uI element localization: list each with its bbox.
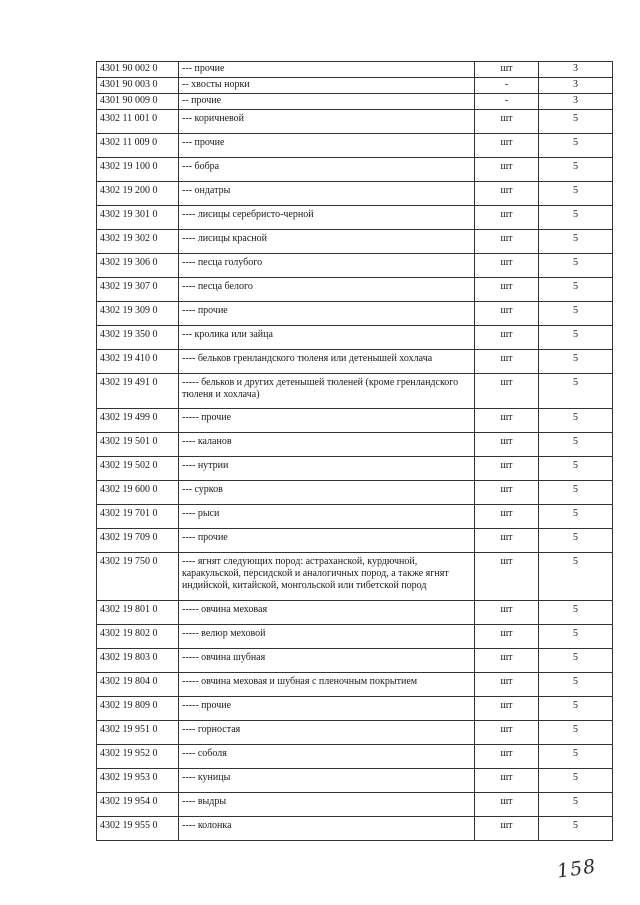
unit-cell: шт <box>475 505 539 529</box>
table-row <box>97 745 613 769</box>
table-row <box>97 529 613 553</box>
rate-cell: 5 <box>539 158 613 182</box>
table-row <box>97 505 613 529</box>
description-cell: ----- велюр меховой <box>179 625 475 649</box>
unit-cell: - <box>475 78 539 94</box>
table-row <box>97 817 613 841</box>
rate-cell: 5 <box>539 374 613 409</box>
table-row <box>97 673 613 697</box>
description-cell: ----- овчина меховая <box>179 601 475 625</box>
code-cell: 4302 19 750 0 <box>97 553 179 601</box>
code-cell: 4302 19 701 0 <box>97 505 179 529</box>
table-row <box>97 182 613 206</box>
code-cell: 4302 19 600 0 <box>97 481 179 505</box>
code-cell: 4302 19 301 0 <box>97 206 179 230</box>
code-cell: 4301 90 009 0 <box>97 94 179 110</box>
description-cell: --- бобра <box>179 158 475 182</box>
unit-cell: шт <box>475 62 539 78</box>
rate-cell: 3 <box>539 94 613 110</box>
table-row <box>97 158 613 182</box>
unit-cell: шт <box>475 134 539 158</box>
rate-cell: 5 <box>539 230 613 254</box>
table-row <box>97 350 613 374</box>
unit-cell: шт <box>475 769 539 793</box>
rate-cell: 5 <box>539 529 613 553</box>
unit-cell: шт <box>475 278 539 302</box>
code-cell: 4302 19 499 0 <box>97 409 179 433</box>
unit-cell: шт <box>475 182 539 206</box>
table-row <box>97 78 613 94</box>
unit-cell: шт <box>475 230 539 254</box>
description-cell: ----- овчина шубная <box>179 649 475 673</box>
code-cell: 4302 19 502 0 <box>97 457 179 481</box>
unit-cell: шт <box>475 158 539 182</box>
description-cell: ---- прочие <box>179 529 475 553</box>
rate-cell: 5 <box>539 481 613 505</box>
table-row <box>97 278 613 302</box>
description-cell: ---- горностая <box>179 721 475 745</box>
code-cell: 4302 19 306 0 <box>97 254 179 278</box>
unit-cell: шт <box>475 302 539 326</box>
unit-cell: шт <box>475 625 539 649</box>
rate-cell: 5 <box>539 769 613 793</box>
description-cell: --- ондатры <box>179 182 475 206</box>
unit-cell: шт <box>475 529 539 553</box>
description-cell: ---- рыси <box>179 505 475 529</box>
code-cell: 4302 19 709 0 <box>97 529 179 553</box>
unit-cell: шт <box>475 697 539 721</box>
code-cell: 4302 19 410 0 <box>97 350 179 374</box>
description-cell: ---- ягнят следующих пород: астраханской, курдючной, каракульской, персидской и аналогичных пород, а также ягнят индийской, китайской, монгольской или тибетской пород <box>179 553 475 601</box>
code-cell: 4302 19 491 0 <box>97 374 179 409</box>
unit-cell: шт <box>475 649 539 673</box>
code-cell: 4302 19 307 0 <box>97 278 179 302</box>
unit-cell: шт <box>475 481 539 505</box>
table-row <box>97 94 613 110</box>
code-cell: 4301 90 002 0 <box>97 62 179 78</box>
rate-cell: 5 <box>539 649 613 673</box>
description-cell: ---- нутрии <box>179 457 475 481</box>
table-row <box>97 649 613 673</box>
code-cell: 4302 19 200 0 <box>97 182 179 206</box>
table-row <box>97 769 613 793</box>
code-cell: 4302 19 953 0 <box>97 769 179 793</box>
rate-cell: 5 <box>539 601 613 625</box>
table-row <box>97 457 613 481</box>
table-row <box>97 230 613 254</box>
code-cell: 4302 19 100 0 <box>97 158 179 182</box>
description-cell: --- коричневой <box>179 110 475 134</box>
handwritten-page-number: 158 <box>555 855 598 883</box>
unit-cell: шт <box>475 110 539 134</box>
description-cell: ----- прочие <box>179 697 475 721</box>
table-row <box>97 62 613 78</box>
unit-cell: шт <box>475 350 539 374</box>
unit-cell: шт <box>475 793 539 817</box>
rate-cell: 5 <box>539 206 613 230</box>
rate-cell: 3 <box>539 62 613 78</box>
table-row <box>97 409 613 433</box>
code-cell: 4301 90 003 0 <box>97 78 179 94</box>
code-cell: 4302 19 501 0 <box>97 433 179 457</box>
table-row <box>97 326 613 350</box>
table-row <box>97 254 613 278</box>
unit-cell: шт <box>475 553 539 601</box>
table-row <box>97 793 613 817</box>
rate-cell: 5 <box>539 625 613 649</box>
code-cell: 4302 11 009 0 <box>97 134 179 158</box>
rate-cell: 5 <box>539 697 613 721</box>
table-row <box>97 206 613 230</box>
unit-cell: - <box>475 94 539 110</box>
description-cell: ---- лисицы серебристо-черной <box>179 206 475 230</box>
description-cell: --- кролика или зайца <box>179 326 475 350</box>
code-cell: 4302 19 952 0 <box>97 745 179 769</box>
table-row <box>97 481 613 505</box>
table-row <box>97 625 613 649</box>
code-cell: 4302 19 803 0 <box>97 649 179 673</box>
code-cell: 4302 19 954 0 <box>97 793 179 817</box>
rate-cell: 5 <box>539 553 613 601</box>
description-cell: --- прочие <box>179 62 475 78</box>
description-cell: ---- колонка <box>179 817 475 841</box>
description-cell: ---- прочие <box>179 302 475 326</box>
rate-cell: 5 <box>539 673 613 697</box>
rate-cell: 5 <box>539 350 613 374</box>
rate-cell: 5 <box>539 505 613 529</box>
rate-cell: 5 <box>539 134 613 158</box>
rate-cell: 5 <box>539 110 613 134</box>
description-cell: ----- овчина меховая и шубная с пленочным покрытием <box>179 673 475 697</box>
table-row <box>97 721 613 745</box>
description-cell: ----- бельков и других детенышей тюленей (кроме гренландского тюленя и хохлача) <box>179 374 475 409</box>
code-cell: 4302 19 809 0 <box>97 697 179 721</box>
unit-cell: шт <box>475 673 539 697</box>
description-cell: ---- лисицы красной <box>179 230 475 254</box>
code-cell: 4302 19 302 0 <box>97 230 179 254</box>
rate-cell: 5 <box>539 254 613 278</box>
description-cell: ---- соболя <box>179 745 475 769</box>
rate-cell: 5 <box>539 326 613 350</box>
description-cell: ---- куницы <box>179 769 475 793</box>
code-cell: 4302 19 350 0 <box>97 326 179 350</box>
description-cell: ---- песца голубого <box>179 254 475 278</box>
description-cell: ----- прочие <box>179 409 475 433</box>
rate-cell: 5 <box>539 817 613 841</box>
table-row <box>97 601 613 625</box>
code-cell: 4302 19 955 0 <box>97 817 179 841</box>
unit-cell: шт <box>475 206 539 230</box>
table-row <box>97 134 613 158</box>
rate-cell: 5 <box>539 457 613 481</box>
unit-cell: шт <box>475 433 539 457</box>
tariff-table-body <box>97 62 613 841</box>
rate-cell: 5 <box>539 182 613 206</box>
description-cell: -- прочие <box>179 94 475 110</box>
rate-cell: 5 <box>539 302 613 326</box>
description-cell: ---- песца белого <box>179 278 475 302</box>
description-cell: --- сурков <box>179 481 475 505</box>
unit-cell: шт <box>475 326 539 350</box>
table-row <box>97 110 613 134</box>
rate-cell: 5 <box>539 745 613 769</box>
code-cell: 4302 19 309 0 <box>97 302 179 326</box>
description-cell: -- хвосты норки <box>179 78 475 94</box>
code-cell: 4302 19 804 0 <box>97 673 179 697</box>
code-cell: 4302 19 802 0 <box>97 625 179 649</box>
unit-cell: шт <box>475 601 539 625</box>
rate-cell: 3 <box>539 78 613 94</box>
unit-cell: шт <box>475 374 539 409</box>
code-cell: 4302 19 951 0 <box>97 721 179 745</box>
unit-cell: шт <box>475 254 539 278</box>
description-cell: ---- каланов <box>179 433 475 457</box>
unit-cell: шт <box>475 721 539 745</box>
table-row <box>97 374 613 409</box>
table-row <box>97 302 613 326</box>
unit-cell: шт <box>475 817 539 841</box>
unit-cell: шт <box>475 457 539 481</box>
tariff-table <box>96 61 613 841</box>
description-cell: ---- выдры <box>179 793 475 817</box>
table-row <box>97 433 613 457</box>
rate-cell: 5 <box>539 433 613 457</box>
unit-cell: шт <box>475 409 539 433</box>
description-cell: --- прочие <box>179 134 475 158</box>
rate-cell: 5 <box>539 278 613 302</box>
description-cell: ---- бельков гренландского тюленя или детенышей хохлача <box>179 350 475 374</box>
unit-cell: шт <box>475 745 539 769</box>
rate-cell: 5 <box>539 793 613 817</box>
code-cell: 4302 11 001 0 <box>97 110 179 134</box>
rate-cell: 5 <box>539 409 613 433</box>
table-row <box>97 553 613 601</box>
rate-cell: 5 <box>539 721 613 745</box>
table-row <box>97 697 613 721</box>
code-cell: 4302 19 801 0 <box>97 601 179 625</box>
